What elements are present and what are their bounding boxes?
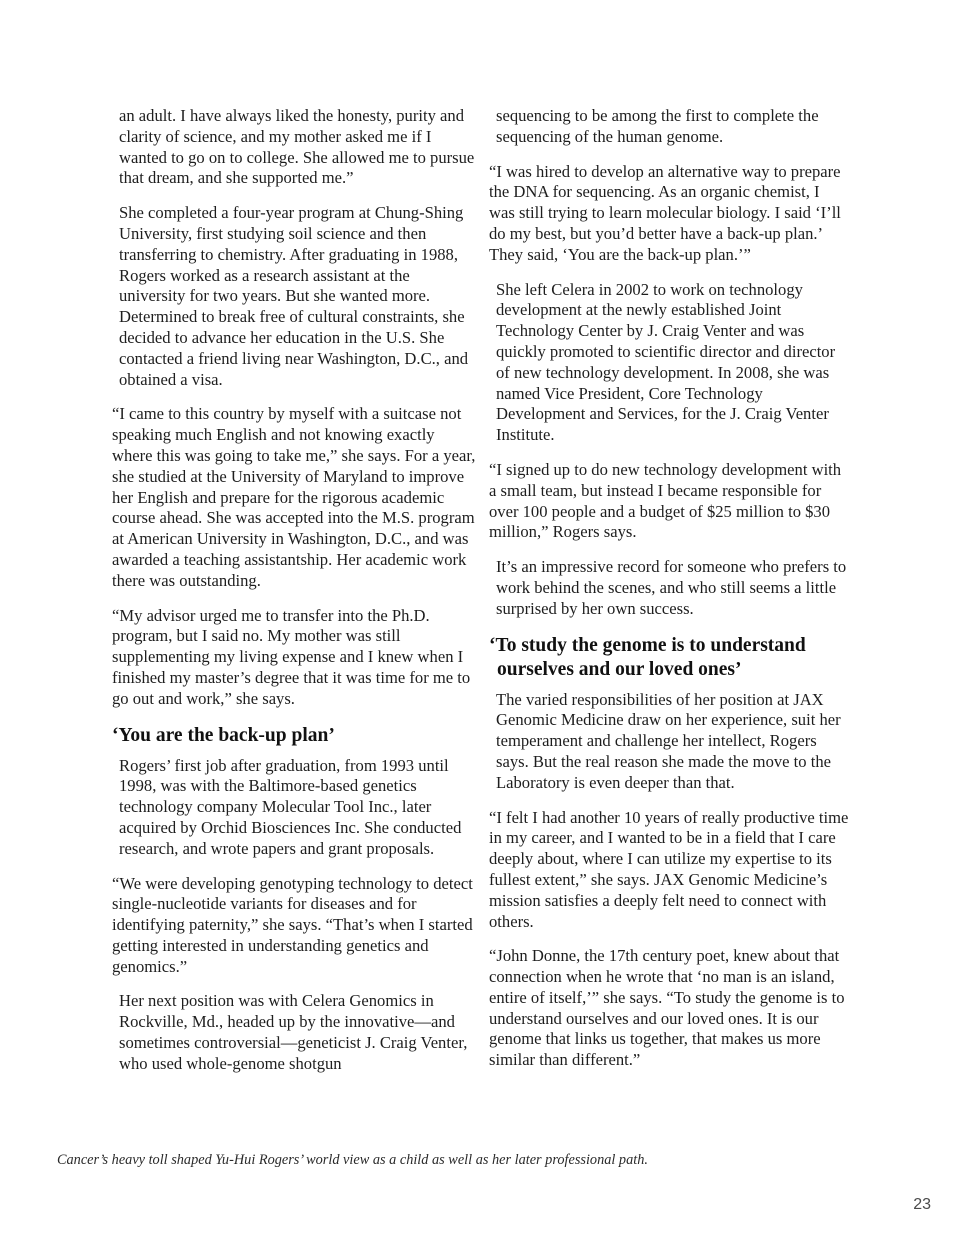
section-heading-line-1: ‘To study the genome is to understand (489, 634, 806, 656)
left-paragraph-3: “I came to this country by myself with a suitcase not speaking much English and not knowing exactly where this was going to take me,” she says. For a year, she studied at the University of Maryland to improve her English and prepare for the rigorous academic course ahead. She was accepted into the M.S. program at American University in Washington, D.C., and was awarded a teaching assistantship. Her academic work there was outstanding. (112, 404, 476, 590)
left-paragraph-4: “My advisor urged me to transfer into the Ph.D. program, but I said no. My mother was still supplementing my living expense and I knew when I finished my master’s degree that it was time for me to go out and work,” she says. (112, 605, 471, 708)
right-paragraph-4: “I signed up to do new technology development with a small team, but instead I became responsible for over 100 people and a budget of $25 million to $30 million,” Rogers says. (489, 459, 842, 542)
page-number: 23 (913, 1196, 931, 1213)
section-heading-study-genome (489, 634, 849, 682)
section-heading-backup-plan: ‘You are the back-up plan’ (112, 724, 335, 746)
left-paragraph-5: Rogers’ first job after graduation, from 1993 until 1998, was with the Baltimore-based genetics technology company Molecular Tool Inc., later acquired by Orchid Biosciences Inc. She conducted research, and wrote papers and grant proposals. (119, 755, 462, 858)
right-paragraph-1: sequencing to be among the first to complete the sequencing of the human genome. (496, 106, 819, 146)
right-paragraph-6: The varied responsibilities of her position at JAX Genomic Medicine draw on her experience, suit her temperament and challenge her intellect, Rogers says. But the real reason she made the move to the Laboratory is even deeper than that. (496, 689, 841, 792)
left-paragraph-7: Her next position was with Celera Genomics in Rockville, Md., headed up by the innovative—and sometimes controversial—geneticist J. Craig Venter, who used whole-genome shotgun (119, 991, 468, 1073)
section-heading-line-2: ourselves and our loved ones’ (497, 658, 742, 680)
right-paragraph-5: It’s an impressive record for someone who prefers to work behind the scenes, and who still seems a little surprised by her own success. (496, 557, 847, 618)
right-paragraph-2: “I was hired to develop an alternative way to prepare the DNA for sequencing. As an organic chemist, I was still trying to learn molecular biology. I said ‘I’ll do my best, but you’d better have a back-up plan.’ They said, ‘You are the back-up plan.’” (489, 161, 841, 264)
right-paragraph-7: “I felt I had another 10 years of really productive time in my career, and I wanted to be in a field that I care deeply about, where I can utilize my expertise to its fullest extent,” she says. JAX Genomic Medicine’s mission satisfies a deeply felt need to connect with others. (489, 807, 849, 931)
left-column (112, 106, 477, 1089)
right-paragraph-3: She left Celera in 2002 to work on technology development at the newly established Joint Technology Center by J. Craig Venter and was quickly promoted to scientific director and director of new technology development. In 2008, she was named Vice President, Core Technology Development and Services, for the J. Craig Venter Institute. (496, 279, 836, 445)
photo-caption: Cancer’s heavy toll shaped Yu-Hui Rogers’ world view as a child as well as her later professional path. (57, 1152, 648, 1168)
left-paragraph-6: “We were developing genotyping technology to detect single-nucleotide variants for diseases and for identifying paternity,” she says. “That’s when I started getting interested in understanding genetics and genomics.” (112, 873, 473, 976)
right-paragraph-8: “John Donne, the 17th century poet, knew about that connection when he wrote that ‘no man is an island, entire of itself,’” she says. “To study the genome is to understand ourselves and our loved ones. It is our genome that links us together, that makes us more similar than different.” (489, 946, 845, 1070)
right-column (489, 106, 849, 1085)
left-paragraph-2: She completed a four-year program at Chung-Shing University, first studying soil science and then transferring to chemistry. After graduating in 1988, Rogers worked as a research assistant at the university for two years. But she wanted more. Determined to break free of cultural constraints, she decided to advance her education in the U.S. She contacted a friend living near Washington, D.C., and obtained a visa. (119, 203, 469, 389)
left-paragraph-1: an adult. I have always liked the honesty, purity and clarity of science, and my mother asked me if I wanted to go on to college. She allowed me to pursue that dream, and she supported me.” (119, 106, 475, 188)
